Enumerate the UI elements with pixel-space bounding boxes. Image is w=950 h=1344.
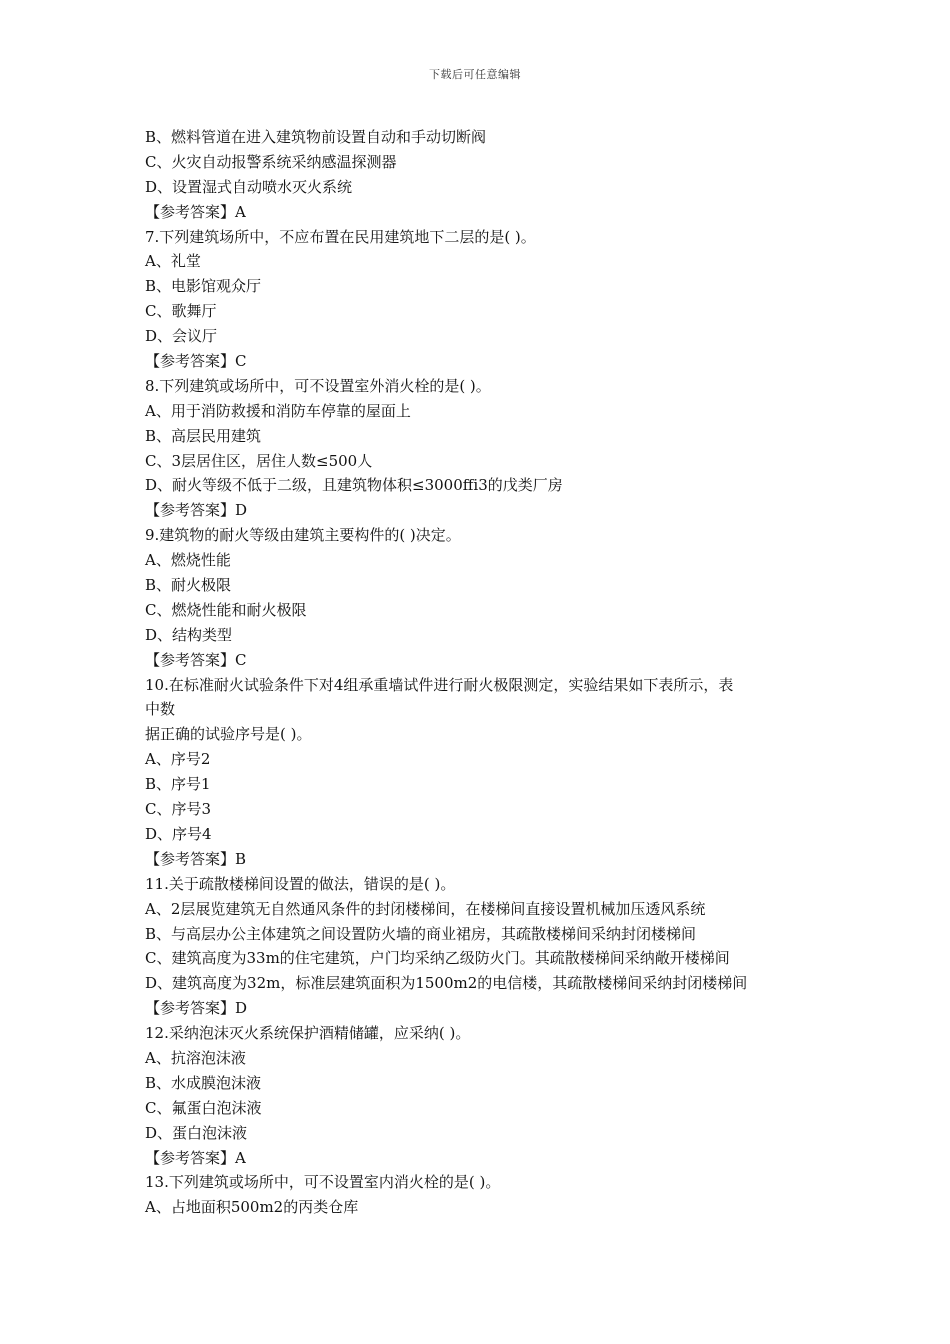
text-line: C、氟蛋白泡沫液 (145, 1098, 262, 1117)
text-line: A、抗溶泡沫液 (145, 1048, 246, 1067)
answer-line: 【参考答案】C (145, 352, 247, 371)
text-line: D、耐火等级不低于二级，且建筑物体积≤3000ffi3的戊类厂房 (145, 476, 563, 495)
text-line: B、与高层办公主体建筑之间设置防火墙的商业裙房，其疏散楼梯间采纳封闭楼梯间 (145, 924, 697, 943)
answer-line: 【参考答案】A (145, 202, 246, 221)
text-line: 11.关于疏散楼梯间设置的做法，错误的是( )。 (145, 874, 456, 893)
text-line: 中数 (145, 700, 176, 719)
text-line: 10.在标准耐火试验条件下对4组承重墙试件进行耐火极限测定，实验结果如下表所示，表 (145, 675, 734, 694)
text-line: C、建筑高度为33m的住宅建筑，户门均采纳乙级防火门。其疏散楼梯间采纳敞开楼梯间 (145, 949, 730, 968)
text-line: D、会议厅 (145, 327, 218, 346)
text-line: D、结构类型 (145, 625, 233, 644)
text-line: B、高层民用建筑 (145, 426, 262, 445)
answer-line: 【参考答案】C (145, 650, 247, 669)
text-line: B、电影馆观众厅 (145, 277, 262, 296)
document-body (145, 125, 815, 1220)
text-line: C、序号3 (145, 800, 212, 819)
text-line: C、火灾自动报警系统采纳感温探测器 (145, 152, 397, 171)
text-line: 8.下列建筑或场所中，可不设置室外消火栓的是( )。 (145, 376, 491, 395)
text-line: A、礼堂 (145, 252, 201, 271)
text-line: 7.下列建筑场所中，不应布置在民用建筑地下二层的是( )。 (145, 227, 536, 246)
answer-line: 【参考答案】D (145, 999, 248, 1018)
text-line: B、燃料管道在进入建筑物前设置自动和手动切断阀 (145, 128, 487, 146)
text-line: B、耐火极限 (145, 576, 232, 595)
page-header: 下载后可任意编辑 (429, 68, 521, 81)
text-line: A、用于消防救援和消防车停靠的屋面上 (145, 401, 411, 420)
text-line: 12.采纳泡沫灭火系统保护酒精储罐，应采纳( )。 (145, 1024, 471, 1043)
text-line: A、序号2 (145, 750, 211, 769)
text-line: D、建筑高度为32m，标准层建筑面积为1500m2的电信楼，其疏散楼梯间采纳封闭楼梯间 (145, 974, 748, 993)
text-line: C、3层居住区，居住人数≤500人 (145, 451, 373, 470)
text-line: B、水成膜泡沫液 (145, 1073, 262, 1092)
text-line: 13.下列建筑或场所中，可不设置室内消火栓的是( )。 (145, 1173, 501, 1192)
text-line: 据正确的试验序号是( )。 (145, 725, 312, 744)
text-line: A、占地面积500m2的丙类仓库 (145, 1198, 359, 1217)
text-line: D、设置湿式自动喷水灭火系统 (145, 177, 353, 196)
text-line: A、2层展览建筑无自然通风条件的封闭楼梯间，在楼梯间直接设置机械加压透风系统 (145, 899, 706, 918)
answer-line: 【参考答案】A (145, 1148, 246, 1167)
text-line: D、蛋白泡沫液 (145, 1123, 248, 1142)
answer-line: 【参考答案】B (145, 849, 247, 868)
text-line: C、歌舞厅 (145, 302, 217, 321)
text-line: C、燃烧性能和耐火极限 (145, 600, 307, 619)
text-line: 9.建筑物的耐火等级由建筑主要构件的( )决定。 (145, 526, 461, 545)
text-line: B、序号1 (145, 775, 211, 794)
text-line: A、燃烧性能 (145, 551, 231, 570)
answer-line: 【参考答案】D (145, 501, 248, 520)
text-line: D、序号4 (145, 824, 212, 843)
